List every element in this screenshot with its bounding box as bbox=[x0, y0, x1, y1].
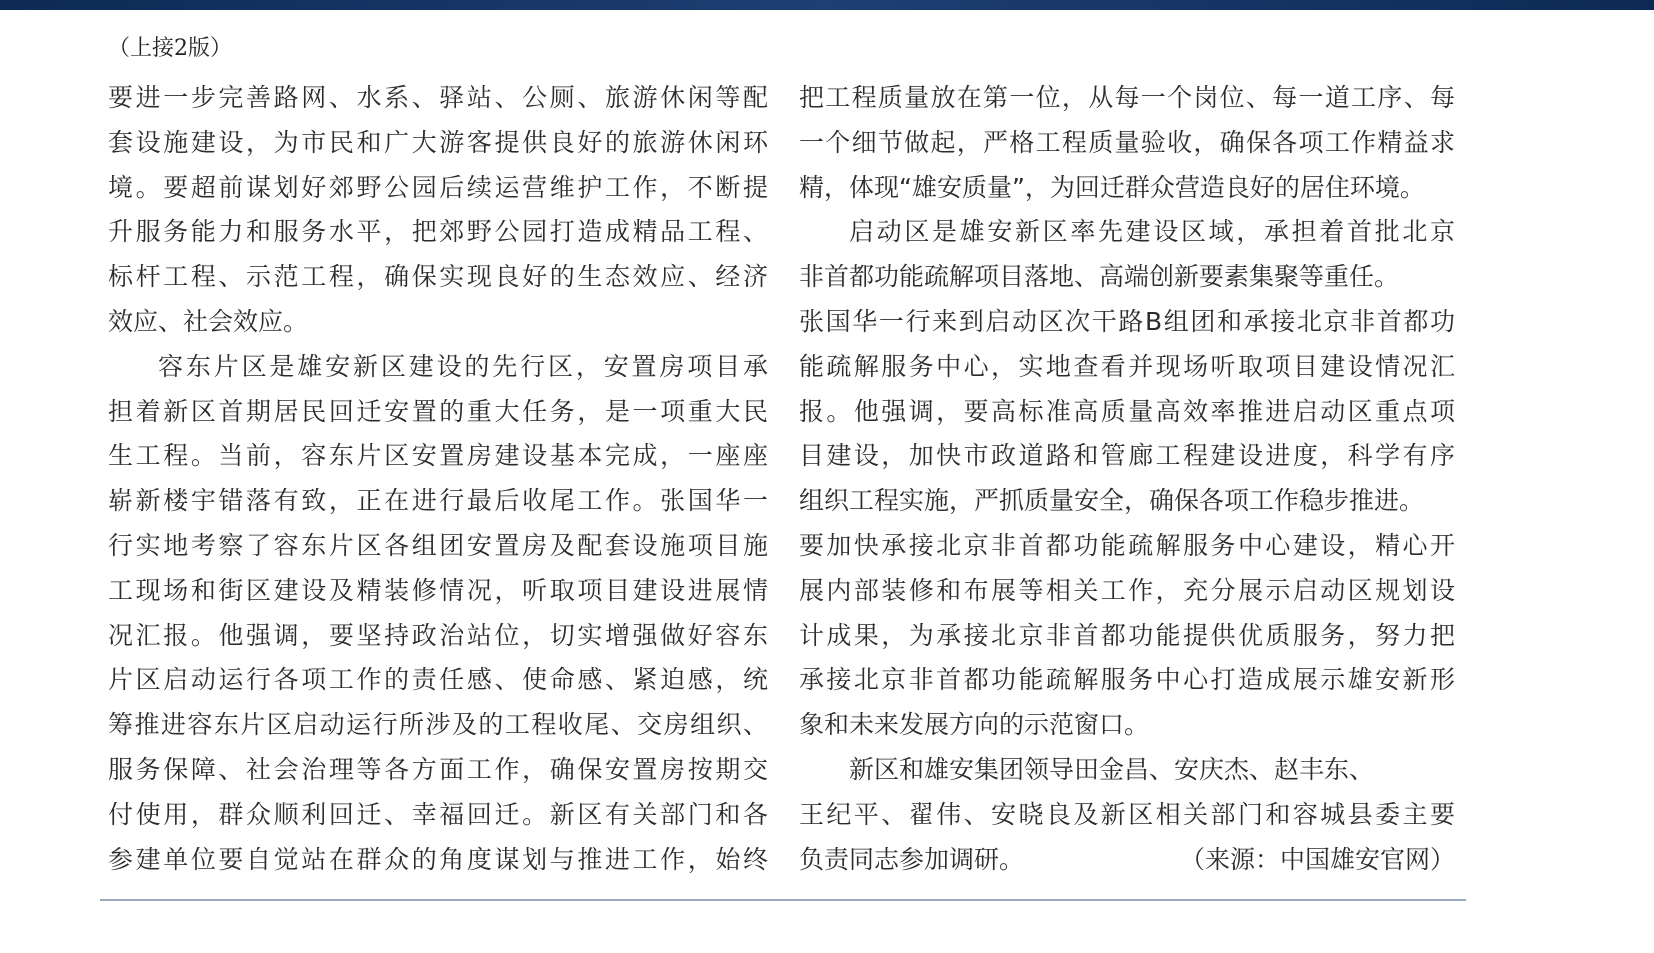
text-line: 筹推进容东片区启动运行所涉及的工程收尾、交房组织、 bbox=[108, 710, 768, 740]
text-line: 目建设，加快市政道路和管廊工程建设进度，科学有序 bbox=[799, 441, 1455, 471]
text-line: 组织工程实施，严抓质量安全，确保各项工作稳步推进。 bbox=[799, 486, 1425, 516]
text-line: 升服务能力和服务水平，把郊野公园打造成精品工程、 bbox=[108, 217, 768, 247]
left-text-column bbox=[108, 76, 768, 882]
text-line: 要加快承接北京非首都功能疏解服务中心建设，精心开 bbox=[799, 530, 1455, 560]
text-line: 报。他强调，要高标准高质量高效率推进启动区重点项 bbox=[799, 396, 1455, 426]
source-attribution: （来源：中国雄安官网） bbox=[1179, 844, 1455, 874]
text-line: 片区启动运行各项工作的责任感、使命感、紧迫感，统 bbox=[108, 665, 768, 695]
text-line: 效应、社会效应。 bbox=[108, 306, 309, 336]
right-text-column bbox=[799, 76, 1455, 882]
text-line: 付使用，群众顺利回迁、幸福回迁。新区有关部门和各 bbox=[108, 799, 768, 829]
top-color-band bbox=[0, 0, 1654, 10]
text-line: 工现场和街区建设及精装修情况，听取项目建设进展情 bbox=[108, 575, 768, 605]
text-line: 负责同志参加调研。 bbox=[799, 844, 1025, 874]
text-line: 要进一步完善路网、水系、驿站、公厕、旅游休闲等配 bbox=[108, 83, 768, 112]
continued-from-page-note: （上接2版） bbox=[108, 36, 232, 61]
text-line: 精，体现“雄安质量”，为回迁群众营造良好的居住环境。 bbox=[799, 172, 1425, 202]
text-line: 套设施建设，为市民和广大游客提供良好的旅游休闲环 bbox=[108, 127, 768, 157]
text-line: 生工程。当前，容东片区安置房建设基本完成，一座座 bbox=[108, 441, 768, 471]
text-line: 把工程质量放在第一位，从每一个岗位、每一道工序、每 bbox=[799, 83, 1455, 112]
text-line: 境。要超前谋划好郊野公园后续运营维护工作，不断提 bbox=[108, 172, 768, 202]
text-line: 王纪平、翟伟、安晓良及新区相关部门和容城县委主要 bbox=[799, 799, 1455, 829]
final-line bbox=[799, 838, 1455, 883]
paragraph-first-line: 容东片区是雄安新区建设的先行区，安置房项目承 bbox=[158, 351, 768, 381]
text-line: 展内部装修和布展等相关工作，充分展示启动区规划设 bbox=[799, 575, 1455, 605]
text-line: 象和未来发展方向的示范窗口。 bbox=[799, 710, 1150, 740]
text-line: 承接北京非首都功能疏解服务中心打造成展示雄安新形 bbox=[799, 665, 1455, 695]
text-line: 计成果，为承接北京非首都功能提供优质服务，努力把 bbox=[799, 620, 1455, 650]
text-line: 一个细节做起，严格工程质量验收，确保各项工作精益求 bbox=[799, 127, 1455, 157]
text-line: 服务保障、社会治理等各方面工作，确保安置房按期交 bbox=[108, 754, 768, 784]
text-line: 崭新楼宇错落有致，正在进行最后收尾工作。张国华一 bbox=[108, 486, 768, 516]
paragraph-first-line: 新区和雄安集团领导田金昌、安庆杰、赵丰东、 bbox=[849, 754, 1375, 784]
paragraph-first-line: 启动区是雄安新区率先建设区域，承担着首批北京 bbox=[849, 217, 1455, 247]
text-line: 非首都功能疏解项目落地、高端创新要素集聚等重任。 bbox=[799, 262, 1400, 292]
text-line: 况汇报。他强调，要坚持政治站位，切实增强做好容东 bbox=[108, 620, 768, 650]
bottom-divider bbox=[100, 899, 1466, 901]
text-line: 能疏解服务中心，实地查看并现场听取项目建设情况汇 bbox=[799, 351, 1455, 381]
text-line: 行实地考察了容东片区各组团安置房及配套设施项目施 bbox=[108, 530, 768, 560]
text-line: 担着新区首期居民回迁安置的重大任务，是一项重大民 bbox=[108, 396, 768, 426]
text-line: 张国华一行来到启动区次干路B组团和承接北京非首都功 bbox=[799, 306, 1455, 336]
text-line: 标杆工程、示范工程，确保实现良好的生态效应、经济 bbox=[108, 262, 768, 292]
text-line: 参建单位要自觉站在群众的角度谋划与推进工作，始终 bbox=[108, 844, 768, 874]
